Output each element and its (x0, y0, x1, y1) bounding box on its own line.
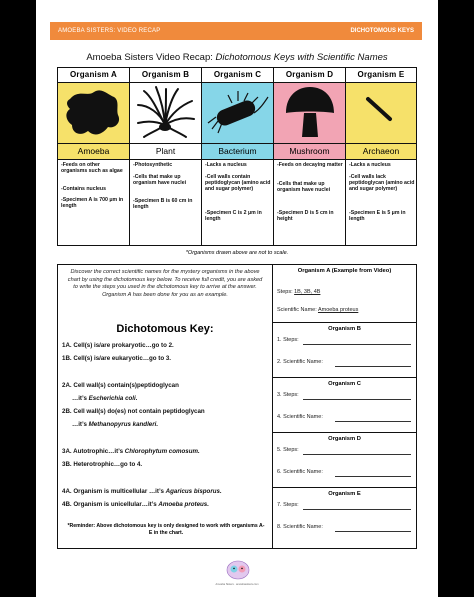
key-step-2a: 2A. Cell wall(s) contain(s)peptidoglycan (62, 382, 179, 389)
organism-e-fact-3: -Specimen E is 5 μm in length (349, 210, 406, 223)
example-scientific-name: Scientific Name: Amoeba proteus (277, 307, 359, 313)
worksheet-page (36, 0, 438, 597)
organism-a-fact-1: -Feeds on other organisms such as algae (61, 162, 123, 175)
organism-d-column (274, 68, 346, 245)
organism-b-answer-title: Organism B (328, 326, 361, 332)
steps-field-1[interactable] (303, 344, 411, 345)
name-field-6[interactable] (335, 476, 411, 477)
steps-label-3: 3. Steps: (277, 392, 299, 398)
amoeba-sisters-logo (226, 560, 250, 580)
header-banner (50, 22, 422, 40)
organism-c-column (202, 68, 274, 245)
steps-field-5[interactable] (303, 454, 411, 455)
steps-label-1: 1. Steps: (277, 337, 299, 343)
organism-d-fact-2: -Cells that make up organism have nuclei (277, 181, 331, 194)
reminder-note: *Reminder: Above dichotomous key is only designed to work with organisms A-E in the chart. (67, 523, 265, 536)
organism-e-name: Archaeon (346, 144, 416, 160)
organism-e-facts (346, 160, 416, 245)
instructions: Discover the correct scientific names for the mystery organisms in the above chart by using the dichotomous key below. To receive full credit, you are asked to write the steps you used in the dichotomous key to arrive at the answer. Organism A has been done for you as an example. (67, 269, 263, 298)
organism-a-name: Amoeba (58, 144, 129, 160)
organism-a-column (58, 68, 130, 245)
key-step-4a: 4A. Organism is multicellular …it’s Agaricus bisporus. (62, 488, 222, 495)
organism-a-header: Organism A (58, 68, 129, 83)
organism-c-picture (202, 83, 273, 144)
key-step-2b-result: …it’s Methanopyrus kandleri. (72, 421, 159, 428)
organism-c-name: Bacterium (202, 144, 273, 160)
answer-panel (273, 265, 416, 548)
steps-field-3[interactable] (303, 399, 411, 400)
scale-note: *Organisms drawn above are not to scale. (185, 250, 289, 256)
organism-e-fact-2: -Cell walls lack peptidoglycan (amino acid and sugar polymer) (349, 174, 415, 193)
organism-d-fact-3: -Specimen D is 5 cm in height (277, 210, 334, 223)
dichotomous-key-panel (58, 265, 273, 548)
page-title (36, 52, 438, 63)
organism-chart (57, 67, 417, 246)
mushroom-icon (274, 83, 345, 143)
organism-b-header: Organism B (130, 68, 201, 83)
key-step-1b: 1B. Cell(s) is/are eukaryotic…go to 3. (62, 355, 172, 362)
steps-field-7[interactable] (303, 509, 411, 510)
organism-e-column (346, 68, 416, 245)
organism-b-name: Plant (130, 144, 201, 160)
key-step-2a-result: …it’s Escherichia coli. (72, 395, 138, 402)
organism-c-facts (202, 160, 273, 245)
organism-a-picture (58, 83, 129, 144)
key-step-3b: 3B. Heterotrophic…go to 4. (62, 461, 143, 468)
organism-e-fact-1: -Lacks a nucleus (349, 162, 391, 168)
name-field-4[interactable] (335, 421, 411, 422)
key-and-answers (57, 264, 417, 549)
title-plain: Amoeba Sisters Video Recap: (86, 52, 216, 63)
organism-a-fact-2: -Contains nucleus (61, 186, 106, 192)
name-label-6: 6. Scientific Name: (277, 469, 323, 475)
organism-c-fact-2: -Cell walls contain peptidoglycan (amino acid and sugar polymer) (205, 174, 271, 193)
organism-b-answer (273, 323, 416, 378)
banner-left-text: AMOEBA SISTERS: VIDEO RECAP (58, 28, 161, 34)
organism-c-header: Organism C (202, 68, 273, 83)
key-step-4b: 4B. Organism is unicellular…it’s Amoeba proteus. (62, 501, 209, 508)
key-title: Dichotomous Key: (116, 323, 214, 335)
organism-d-name: Mushroom (274, 144, 345, 160)
organism-b-fact-2: -Cells that make up organism have nuclei (133, 174, 187, 187)
organism-b-fact-1: -Photosynthetic (133, 162, 173, 168)
name-label-8: 8. Scientific Name: (277, 524, 323, 530)
example-steps: Steps: 1B, 3B, 4B (277, 289, 321, 295)
key-step-2b: 2B. Cell wall(s) do(es) not contain peptidoglycan (62, 408, 205, 415)
organism-e-answer-title: Organism E (328, 491, 361, 497)
name-field-8[interactable] (335, 531, 411, 532)
steps-label-5: 5. Steps: (277, 447, 299, 453)
title-italic: Dichotomous Keys with Scientific Names (215, 52, 388, 63)
organism-e-picture (346, 83, 416, 144)
name-field-2[interactable] (335, 366, 411, 367)
key-step-3a: 3A. Autotrophic…it’s Chlorophytum comosum. (62, 448, 200, 455)
organism-a-facts (58, 160, 129, 245)
organism-b-column (130, 68, 202, 245)
archaeon-icon (346, 83, 416, 143)
organism-b-facts (130, 160, 201, 245)
name-label-2: 2. Scientific Name: (277, 359, 323, 365)
plant-icon (130, 83, 201, 143)
organism-a-fact-3: -Specimen A is 700 μm in length (61, 197, 124, 210)
amoeba-icon (58, 83, 129, 143)
key-step-1a: 1A. Cell(s) is/are prokaryotic…go to 2. (62, 342, 174, 349)
organism-b-fact-3: -Specimen B is 60 cm in length (133, 198, 193, 211)
organism-d-picture (274, 83, 345, 144)
organism-d-answer (273, 433, 416, 488)
bacterium-icon (202, 83, 273, 143)
example-title: Organism A (Example from Video) (297, 268, 392, 274)
organism-c-fact-1: -Lacks a nucleus (205, 162, 247, 168)
organism-e-answer (273, 488, 416, 548)
name-label-4: 4. Scientific Name: (277, 414, 323, 420)
organism-d-fact-1: -Feeds on decaying matter (277, 162, 343, 168)
banner-right-text: DICHOTOMOUS KEYS (350, 28, 414, 34)
organism-c-fact-3: -Specimen C is 2 μm in length (205, 210, 262, 223)
example-section (273, 265, 416, 323)
organism-e-header: Organism E (346, 68, 416, 83)
organism-c-answer-title: Organism C (328, 381, 361, 387)
organism-c-answer (273, 378, 416, 433)
steps-label-7: 7. Steps: (277, 502, 299, 508)
organism-d-facts (274, 160, 345, 245)
footer-text: Amoeba Sisters · amoebasisters.com (215, 583, 259, 586)
organism-d-header: Organism D (274, 68, 345, 83)
organism-d-answer-title: Organism D (328, 436, 361, 442)
organism-b-picture (130, 83, 201, 144)
